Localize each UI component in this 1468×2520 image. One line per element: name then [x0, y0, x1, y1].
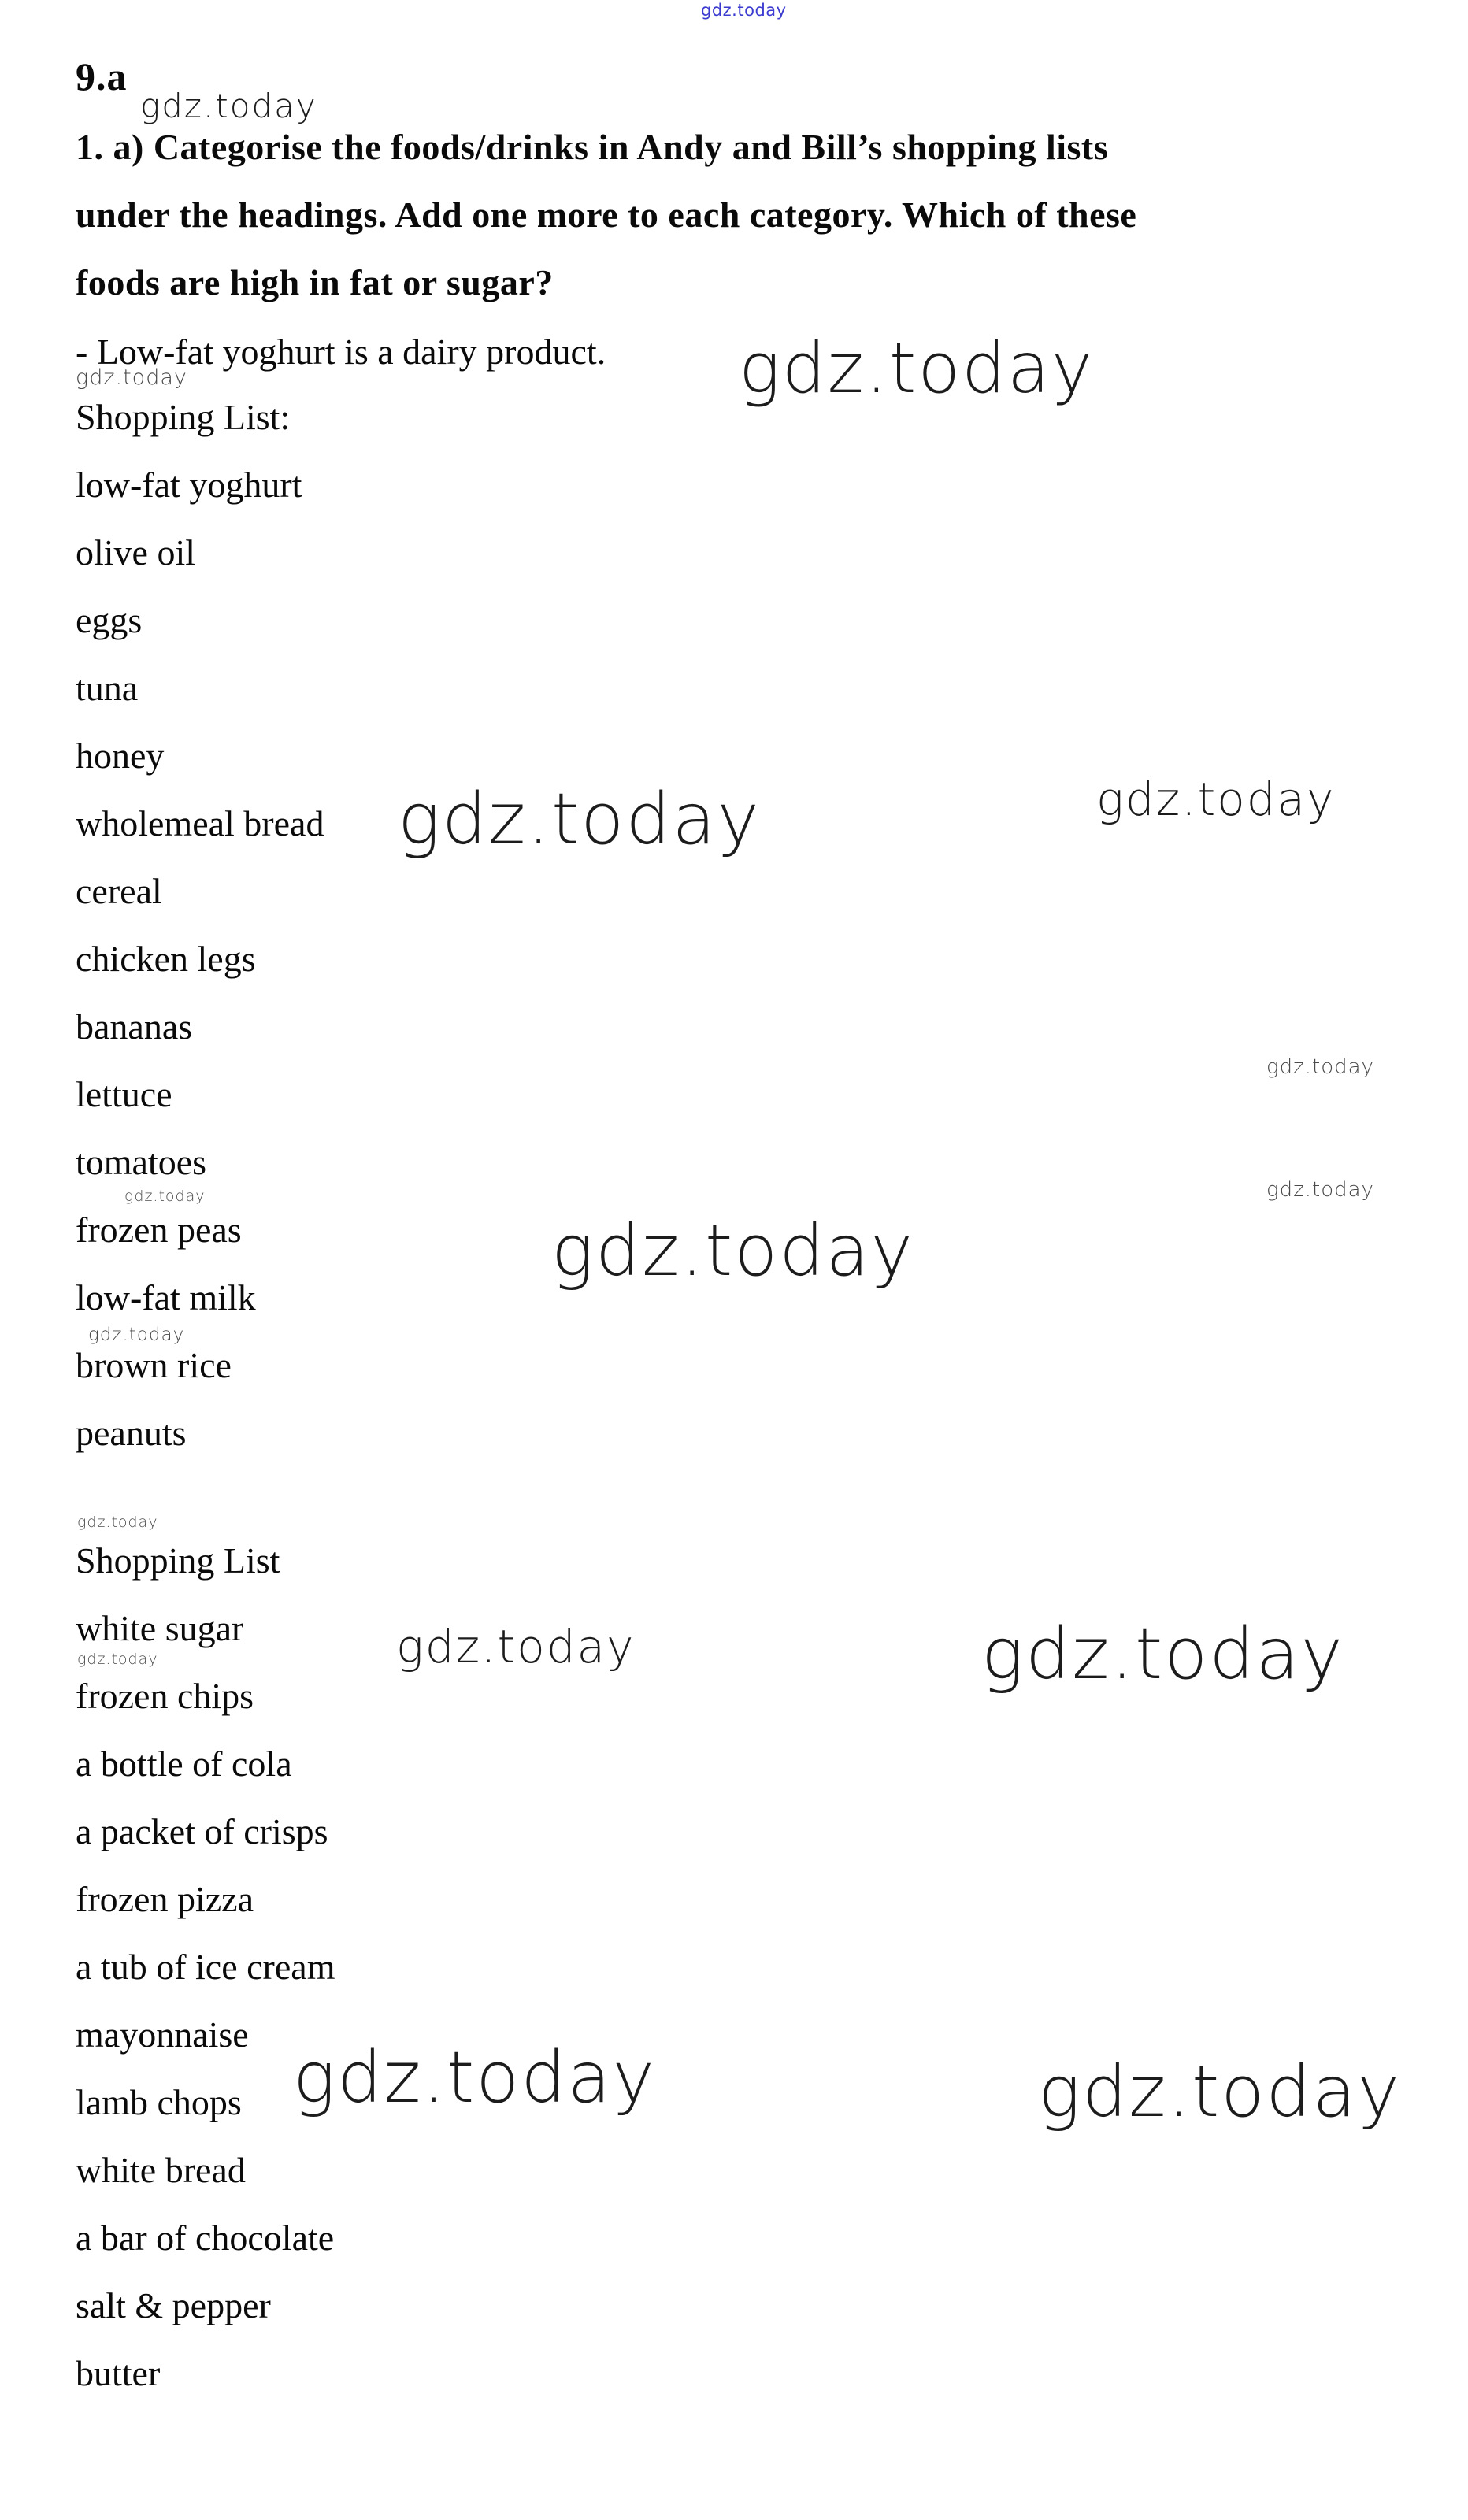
gdz-watermark: gdz.today — [124, 1188, 206, 1205]
list-item: honey — [76, 736, 165, 776]
list-item: frozen pizza — [76, 1879, 254, 1919]
list-item: butter — [76, 2353, 161, 2393]
gdz-watermark: gdz.today — [77, 1651, 158, 1668]
list-item: frozen peas — [76, 1210, 242, 1250]
list-item: mayonnaise — [76, 2014, 249, 2055]
gdz-watermark: gdz.today — [398, 778, 761, 861]
exercise-heading — [76, 113, 1136, 317]
list-item: frozen chips — [76, 1676, 254, 1716]
list-item: brown rice — [76, 1345, 232, 1385]
gdz-watermark: gdz.today — [76, 365, 187, 390]
list-item: a bottle of cola — [76, 1744, 292, 1784]
gdz-watermark: gdz.today — [88, 1325, 185, 1345]
gdz-watermark: gdz.today — [551, 1210, 914, 1292]
gdz-watermark: gdz.today — [77, 1514, 158, 1531]
shopping-list-1-title: Shopping List: — [76, 397, 291, 437]
list-item: a bar of chocolate — [76, 2218, 335, 2258]
heading-line-1: 1. a) Categorise the foods/drinks in Andy and Bill’s shopping lists — [76, 127, 1109, 167]
list-item: salt & pepper — [76, 2285, 271, 2325]
gdz-watermark: gdz.today — [140, 87, 317, 125]
gdz-watermark: gdz.today — [1038, 2051, 1401, 2133]
heading-line-3: foods are high in fat or sugar? — [76, 262, 554, 302]
list-item: peanuts — [76, 1413, 187, 1453]
gdz-watermark: gdz.today — [739, 328, 1095, 409]
list-item: tuna — [76, 668, 139, 708]
gdz-watermark: gdz.today — [1096, 773, 1336, 826]
list-item: olive oil — [76, 532, 196, 573]
gdz-watermark: gdz.today — [981, 1613, 1344, 1695]
section-number: 9.a — [76, 54, 128, 98]
gdz-today-link[interactable]: gdz.today — [701, 1, 787, 20]
gdz-watermark: gdz.today — [1266, 1178, 1374, 1202]
list-item: lamb chops — [76, 2082, 242, 2122]
list-item: cereal — [76, 871, 162, 911]
list-item: eggs — [76, 600, 143, 640]
list-item: wholemeal bread — [76, 803, 324, 843]
list-item: low-fat yoghurt — [76, 465, 302, 505]
gdz-watermark: gdz.today — [396, 1620, 636, 1673]
list-item: tomatoes — [76, 1142, 207, 1182]
list-item: chicken legs — [76, 939, 256, 979]
heading-line-2: under the headings. Add one more to each category. Which of these — [76, 195, 1137, 235]
list-item: a tub of ice cream — [76, 1947, 335, 1987]
shopping-list-2-title: Shopping List — [76, 1540, 280, 1581]
list-item: a packet of crisps — [76, 1811, 328, 1851]
list-item: low-fat milk — [76, 1277, 256, 1317]
list-item: white bread — [76, 2150, 246, 2190]
list-item: bananas — [76, 1006, 193, 1047]
shopping-list-1 — [76, 384, 324, 1467]
example-answer: - Low-fat yoghurt is a dairy product. — [76, 332, 606, 372]
list-item: white sugar — [76, 1608, 244, 1648]
gdz-watermark: gdz.today — [1266, 1055, 1374, 1079]
list-item: lettuce — [76, 1074, 172, 1114]
gdz-watermark: gdz.today — [293, 2036, 656, 2119]
